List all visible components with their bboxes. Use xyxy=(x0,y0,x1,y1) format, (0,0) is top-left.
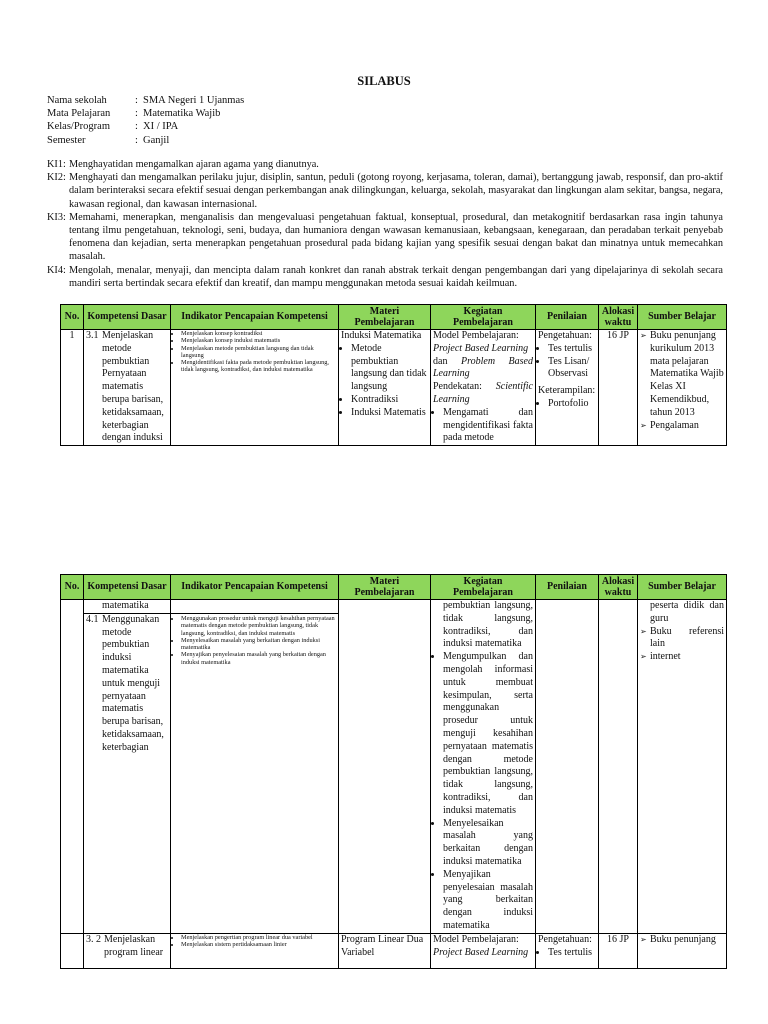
info-row: Semester : Ganjil xyxy=(47,134,170,146)
cell-sumber xyxy=(638,933,727,968)
cell-no: 1 xyxy=(61,330,84,446)
list-item: • Menyajikan penyelesaian masalah yang berkaitan dengan induksi matematika xyxy=(443,869,533,933)
cell-no xyxy=(61,600,84,934)
cell-kegiatan xyxy=(431,330,536,446)
header-no: No. xyxy=(61,575,84,600)
list-item: • Mengamati dan mengidentifikasi fakta pada metode xyxy=(443,407,533,445)
list-item: • Menjelaskan metode pembuktian langsung dan tidak langsung xyxy=(181,345,336,360)
header-kd: Kompetensi Dasar xyxy=(84,575,171,600)
cell-materi xyxy=(339,330,431,446)
ki-text: Memahami, menerapkan, menganalisis dan mengevaluasi pengetahuan faktual, konseptual, prosedural, dan metakognitif berdasarkan rasa ingin tahunya tentang ilmu pengetahuan, teknologi, seni, budaya, dan humaniora dengan wawasan kemanusiaan, kebangsaan, kenegaraan, dan peradaban terkait penyebab fenomena dan kejadian, serta menerapkan pengetahuan prosedural pada bidang kajian yang spesifik sesuai dengan bakat dan minatnya untuk memecahkan masalah. xyxy=(69,211,723,263)
info-row: Nama sekolah : SMA Negeri 1 Ujanmas xyxy=(47,95,245,106)
kegiatan-dan: dan xyxy=(433,355,448,367)
kd-text: Menggunakan metode pembuktian induksi matematika untuk menguji pernyataan matematis berupa barisan, ketidaksamaan, keterbagian xyxy=(102,613,164,753)
info-label: Mata Pelajaran xyxy=(47,108,111,120)
penilaian-keterampilan-label: Keterampilan: xyxy=(538,385,596,397)
ki-row xyxy=(47,211,723,264)
ki-row xyxy=(47,264,723,290)
ki-label: KI2: xyxy=(47,172,66,184)
school-info xyxy=(47,94,244,147)
ki-label: KI3: xyxy=(47,211,66,223)
cell-materi xyxy=(339,600,431,934)
table-row xyxy=(61,933,727,968)
info-value: Ganjil xyxy=(143,134,170,146)
cell-penilaian xyxy=(536,933,599,968)
kegiatan-model-2: Problem Based Learning xyxy=(433,355,533,380)
list-item: • Menyelesaikan masalah yang berkaitan dengan induksi matematika xyxy=(181,637,336,652)
materi-title: Induksi Matematika xyxy=(341,330,422,341)
ki-row xyxy=(47,171,723,211)
kd-number: 3. 2 xyxy=(86,933,101,945)
table-row xyxy=(61,600,727,934)
penilaian-pengetahuan-label: Pengetahuan: xyxy=(538,330,592,341)
cell-kd xyxy=(84,600,171,934)
header-materi: Materi Pembelajaran xyxy=(339,305,431,330)
kegiatan-model-label: Model Pembelajaran: xyxy=(433,330,519,341)
ki-text: Menghayatidan mengamalkan ajaran agama yang dianutnya. xyxy=(69,159,319,170)
ki-row xyxy=(47,158,723,171)
ki-label: KI4: xyxy=(47,264,66,276)
sumber-continuation: peserta didik dan guru xyxy=(650,600,724,624)
ki-text: Mengolah, menalar, menyaji, dan mencipta dalam ranah konkret dan ranah abstrak terkait dengan pengembangan dari yang dipelajarinya di sekolah secara mandiri serta bertindak secara efektif dan kreatif, dan mampu menggunakan metoda sesuai kaidah keilmuan. xyxy=(69,264,723,289)
list-item: • Menjelaskan konsep induksi matematis xyxy=(181,337,336,344)
kd-text: Menjelaskan program linear xyxy=(104,933,164,958)
list-item: • Menyelesaikan masalah yang berkaitan dengan induksi matematika xyxy=(443,818,533,869)
table-header-row xyxy=(61,575,727,600)
list-item: ➢ internet xyxy=(650,651,724,664)
table-header-row xyxy=(61,305,727,330)
list-item: • Menjelaskan sistem pertidaksamaan linier xyxy=(181,941,336,948)
kegiatan-model-label: Model Pembelajaran: xyxy=(433,933,519,945)
kd-text: Menjelaskan metode pembuktian Pernyataan matematis berupa barisan, ketidaksamaan, keterbagian dengan induksi xyxy=(102,330,164,444)
list-item: • Metode pembuktian langsung dan tidak langsung xyxy=(351,343,428,394)
list-item: ➢ Buku referensi lain xyxy=(650,626,724,652)
kegiatan-pendekatan-value: Scientific Learning xyxy=(433,381,533,405)
header-materi: Materi Pembelajaran xyxy=(339,575,431,600)
cell-no xyxy=(61,933,84,968)
page-title: SILABUS xyxy=(357,74,411,88)
cell-materi: Program Linear Dua Variabel xyxy=(339,933,431,968)
header-penilaian: Penilaian xyxy=(536,305,599,330)
cell-kegiatan xyxy=(431,933,536,968)
kd-number: 4.1 xyxy=(86,613,99,625)
header-no: No. xyxy=(61,305,84,330)
cell-sumber xyxy=(638,600,727,934)
cell-alokasi xyxy=(599,600,638,934)
info-label: Nama sekolah xyxy=(47,95,107,106)
cell-kegiatan xyxy=(431,600,536,934)
info-value: SMA Negeri 1 Ujanmas xyxy=(143,95,245,106)
header-kd: Kompetensi Dasar xyxy=(84,305,171,330)
info-label: Kelas/Program xyxy=(47,121,110,133)
list-item: ➢ Buku penunjang xyxy=(650,934,724,947)
kegiatan-model-1: Project Based Learning xyxy=(433,946,529,958)
cell-alokasi: 16 JP xyxy=(599,933,638,968)
table-row xyxy=(61,330,727,446)
info-value: XI / IPA xyxy=(143,121,179,133)
header-penilaian: Penilaian xyxy=(536,575,599,600)
header-sumber: Sumber Belajar xyxy=(638,575,727,600)
header-kegiatan: Kegiatan Pembelajaran xyxy=(431,575,536,600)
kegiatan-pendekatan-label: Pendekatan: xyxy=(433,381,482,393)
list-item: • Menjelaskan pengertian program linear dua variabel xyxy=(181,934,336,941)
info-value: Matematika Wajib xyxy=(143,108,221,120)
list-item: • Tes tertulis xyxy=(548,947,596,960)
ki-text: Menghayati dan mengamalkan perilaku jujur, disiplin, santun, peduli (gotong royong, kerjasama, toleran, damai), bertanggung jawab, responsif, dan pro-aktif dalam berinteraksi secara efektif sesuai dengan perkembangan anak dilingkungan, keluarga, sekolah, masyarakat dan lingkungan alam sekitar, bangsa, negara, kawasan regional, dan kawasan internasional. xyxy=(69,172,723,210)
list-item: • Mengumpulkan dan mengolah informasi untuk membuat kesimpulan, serta menggunakan prosedur untuk menguji kesahihan pernyataan matematis dengan metode pembuktian langsung, tidak langsung, kontradiksi, dan induksi matematis xyxy=(443,651,533,817)
list-item: • Portofolio xyxy=(548,398,596,411)
info-row: Mata Pelajaran : Matematika Wajib xyxy=(47,108,221,120)
list-item: • Mengidentifikasi fakta pada metode pembuktian langsung, tidak langsung, kontradiksi, dan induksi matematika xyxy=(181,359,336,374)
header-alokasi: Alokasi waktu xyxy=(599,305,638,330)
cell-ipk xyxy=(171,933,339,968)
header-alokasi: Alokasi waktu xyxy=(599,575,638,600)
list-item: • Menggunakan prosedur untuk menguji kesahihan pernyataan matematis dengan metode pembuktian langsung, tidak langsung, kontradiksi, dan induksi matematis xyxy=(181,615,336,637)
list-item: ➢ Pengalaman xyxy=(650,420,724,433)
cell-penilaian xyxy=(536,330,599,446)
cell-kd xyxy=(84,330,171,446)
list-item: • Induksi Matematis xyxy=(351,407,428,420)
syllabus-table-2 xyxy=(60,574,727,969)
cell-penilaian xyxy=(536,600,599,934)
list-item: • Menyajikan penyelesaian masalah yang berkaitan dengan induksi matematika xyxy=(181,651,336,666)
list-item: • Tes Lisan/ Observasi xyxy=(548,356,596,382)
syllabus-table-1 xyxy=(60,304,727,446)
header-ipk: Indikator Pencapaian Kompetensi xyxy=(171,575,339,600)
ki-label: KI1: xyxy=(47,159,66,170)
list-item: ➢ Buku penunjang kurikulum 2013 mata pelajaran Matematika Wajib Kelas XI Kemendikbud, tahun 2013 xyxy=(650,330,724,420)
kd-number: 3.1 xyxy=(86,330,99,341)
list-item: • Menjelaskan konsep kontradiksi xyxy=(181,330,336,337)
header-kegiatan: Kegiatan Pembelajaran xyxy=(431,305,536,330)
info-row: Kelas/Program : XI / IPA xyxy=(47,121,179,133)
kegiatan-continuation: pembuktian langsung, tidak langsung, kontradiksi, dan induksi matematika xyxy=(443,600,533,650)
info-label: Semester xyxy=(47,134,86,146)
kd-continuation: matematika xyxy=(84,600,170,614)
cell-ipk xyxy=(171,600,339,934)
cell-kd xyxy=(84,933,171,968)
header-ipk: Indikator Pencapaian Kompetensi xyxy=(171,305,339,330)
cell-ipk xyxy=(171,330,339,446)
list-item: • Kontradiksi xyxy=(351,394,428,407)
core-competencies xyxy=(47,158,723,290)
kegiatan-model-1: Project Based Learning xyxy=(433,342,529,354)
list-item: • Tes tertulis xyxy=(548,343,596,356)
cell-sumber xyxy=(638,330,727,446)
penilaian-pengetahuan-label: Pengetahuan: xyxy=(538,933,592,945)
header-sumber: Sumber Belajar xyxy=(638,305,727,330)
cell-alokasi: 16 JP xyxy=(599,330,638,446)
